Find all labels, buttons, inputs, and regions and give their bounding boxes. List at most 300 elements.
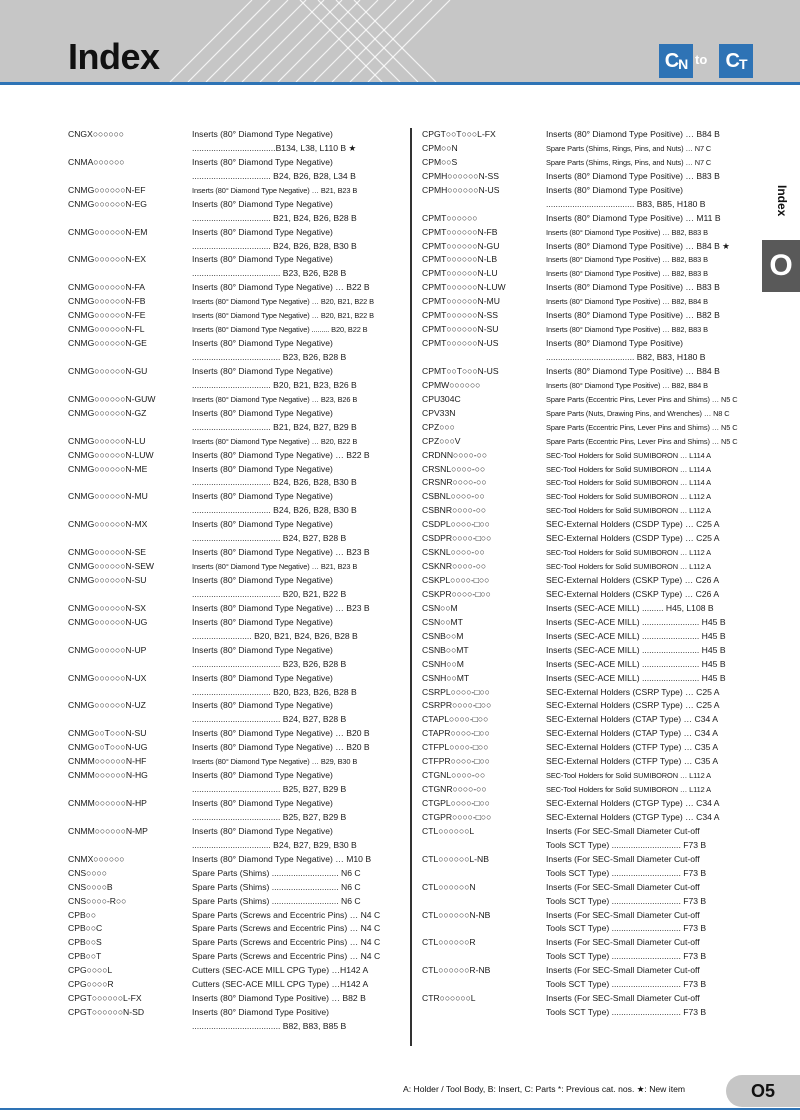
index-entry	[68, 393, 390, 407]
entry-description: Tools SCT Type) ............................. F73 B	[546, 1007, 707, 1018]
index-entry	[68, 769, 390, 783]
entry-description: Inserts (80° Diamond Type Negative)	[192, 156, 333, 167]
entry-description: ................................. B20, B21, B23, B26 B	[192, 379, 357, 390]
entry-code: CPMT○○○○○○	[422, 212, 478, 223]
entry-description: Inserts (80° Diamond Type Negative) … B20, B21, B22 B	[192, 311, 374, 321]
index-entry	[68, 1006, 390, 1020]
entry-code: CNMA○○○○○○	[68, 156, 125, 167]
entry-description: Inserts (SEC-ACE MILL) ........................ H45 B	[546, 644, 726, 655]
index-entry	[68, 267, 390, 281]
index-entry	[68, 170, 390, 184]
entry-code: CPB○○C	[68, 923, 103, 934]
entry-description: ..................................... B23, B26, B28 B	[192, 352, 347, 362]
index-entry	[68, 379, 390, 393]
column-divider	[410, 128, 412, 1046]
index-entry	[422, 950, 744, 964]
side-index-label[interactable]: Index	[775, 185, 789, 217]
entry-description: Inserts (80° Diamond Type Negative)	[192, 519, 333, 530]
entry-description: Inserts (80° Diamond Type Negative) … B21, B23 B	[192, 185, 358, 195]
entry-code: CSKNL○○○○-○○	[422, 547, 485, 558]
index-entry	[422, 198, 744, 212]
entry-description: Inserts (80° Diamond Type Negative)	[192, 672, 333, 683]
entry-code: CTFPL○○○○-□○○	[422, 742, 489, 753]
index-entry	[68, 672, 390, 686]
index-entry	[68, 699, 390, 713]
entry-description: Inserts (80° Diamond Type Negative)	[192, 616, 333, 627]
entry-description: Inserts (80° Diamond Type Positive)	[192, 1007, 330, 1018]
entry-code: CPGT○○○○○○L-FX	[68, 993, 142, 1004]
entry-description: Inserts (80° Diamond Type Positive) … B82, B83 B	[546, 227, 708, 237]
index-entry	[68, 490, 390, 504]
index-entry	[68, 616, 390, 630]
page-header	[0, 0, 800, 82]
entry-code: CPMT○○○○○○N-SU	[422, 324, 499, 335]
entry-description: Inserts (For SEC-Small Diameter Cut-off	[546, 909, 700, 920]
entry-code: CNMG○○○○○○N-UX	[68, 672, 147, 683]
entry-description: Spare Parts (Screws and Eccentric Pins) … N4 C	[192, 923, 381, 934]
entry-code: CNMG○○○○○○N-UG	[68, 616, 148, 627]
entry-code: CTR○○○○○○L	[422, 993, 476, 1004]
index-entry	[68, 546, 390, 560]
index-column-left	[68, 128, 390, 1034]
entry-description: ................................. B24, B26, B28, L34 B	[192, 170, 356, 181]
index-entry	[422, 323, 744, 337]
entry-description: SEC-Tool Holders for Solid SUMIBORON … L112 A	[546, 506, 711, 516]
entry-description: ..................................... B83, B85, H180 B	[546, 198, 706, 209]
index-entry	[422, 170, 744, 184]
index-entry	[422, 964, 744, 978]
index-entry	[422, 588, 744, 602]
index-entry	[68, 198, 390, 212]
index-entry	[68, 323, 390, 337]
entry-description: Inserts (80° Diamond Type Negative)	[192, 825, 333, 836]
entry-code: CNMG○○○○○○N-ME	[68, 463, 148, 474]
entry-description: Tools SCT Type) ............................. F73 B	[546, 839, 707, 850]
entry-description: Inserts (80° Diamond Type Positive) … B84 B ★	[546, 240, 730, 251]
index-entry	[68, 853, 390, 867]
index-entry	[422, 602, 744, 616]
entry-code: CNMM○○○○○○N-MP	[68, 825, 148, 836]
index-entry	[422, 658, 744, 672]
index-entry	[68, 741, 390, 755]
entry-code: CPMT○○○○○○N-LUW	[422, 282, 506, 293]
entry-description: Inserts (80° Diamond Type Negative)	[192, 129, 333, 139]
entry-description: Spare Parts (Shims) ............................ N6 C	[192, 881, 361, 892]
entry-code: CPG○○○○R	[68, 979, 114, 990]
index-entry	[68, 212, 390, 226]
entry-description: Inserts (80° Diamond Type Negative)	[192, 491, 333, 502]
entry-code: CNMG○○○○○○N-FA	[68, 282, 145, 293]
index-entry	[422, 895, 744, 909]
index-entry	[68, 449, 390, 463]
entry-description: Inserts (80° Diamond Type Positive)	[546, 338, 684, 349]
entry-code: CTL○○○○○○N-NB	[422, 909, 491, 920]
index-entry	[68, 727, 390, 741]
entry-code: CNMG○○○○○○N-UP	[68, 644, 147, 655]
index-entry	[422, 476, 744, 490]
entry-description: Inserts (80° Diamond Type Negative)	[192, 644, 333, 655]
entry-code: CPGT○○T○○○L-FX	[422, 129, 496, 139]
index-entry	[422, 435, 744, 449]
entry-description: SEC-External Holders (CTAP Type) … C34 A	[546, 728, 718, 739]
entry-description: Inserts (For SEC-Small Diameter Cut-off	[546, 853, 700, 864]
entry-code: CPMT○○○○○○N-FB	[422, 226, 498, 237]
entry-code: CPM○○N	[422, 142, 458, 153]
entry-description: Inserts (80° Diamond Type Negative) … B22 B	[192, 282, 370, 293]
entry-description: Inserts (80° Diamond Type Positive)	[546, 184, 684, 195]
entry-description: SEC-Tool Holders for Solid SUMIBORON … L112 A	[546, 785, 711, 795]
index-entry	[68, 281, 390, 295]
entry-code: CNMG○○○○○○N-EF	[68, 184, 146, 195]
entry-code: CPMT○○○○○○N-GU	[422, 240, 500, 251]
entry-description: Inserts (80° Diamond Type Negative) … B23 B	[192, 547, 370, 558]
index-entry	[422, 449, 744, 463]
index-entry	[422, 686, 744, 700]
entry-description: Inserts (80° Diamond Type Positive) … B83 B	[546, 282, 720, 293]
entry-description: Inserts (80° Diamond Type Positive) … B82, B83 B	[546, 325, 708, 335]
index-entry	[68, 309, 390, 323]
header-rule	[0, 82, 800, 85]
entry-code: CNMG○○○○○○N-SEW	[68, 561, 155, 572]
badge-from-letter: C	[664, 49, 679, 72]
entry-code: CSDPR○○○○-□○○	[422, 533, 492, 544]
entry-description: Inserts (80° Diamond Type Negative) ......... B20, B22 B	[192, 325, 368, 335]
entry-description: ...................................B134, L38, L110 B ★	[192, 142, 357, 153]
index-entry	[68, 713, 390, 727]
entry-code: CNMX○○○○○○	[68, 853, 125, 864]
entry-description: SEC-Tool Holders for Solid SUMIBORON … L112 A	[546, 562, 711, 572]
entry-description: SEC-External Holders (CSRP Type) … C25 A	[546, 686, 720, 697]
index-entry	[422, 574, 744, 588]
entry-description: Inserts (SEC-ACE MILL) ........................ H45 B	[546, 616, 726, 627]
index-entry	[68, 1020, 390, 1034]
entry-code: CPMW○○○○○○	[422, 379, 481, 390]
entry-code: CPB○○	[68, 909, 97, 920]
index-entry	[422, 560, 744, 574]
entry-description: ................................. B24, B27, B29, B30 B	[192, 839, 357, 850]
entry-code: CPGT○○○○○○N-SD	[68, 1007, 145, 1018]
index-entry	[68, 435, 390, 449]
entry-description: Inserts (80° Diamond Type Positive) … B82 B	[546, 310, 720, 321]
entry-description: Inserts (80° Diamond Type Positive) … B83 B	[546, 170, 720, 181]
entry-code: CPMH○○○○○○N-SS	[422, 170, 499, 181]
index-entry	[422, 281, 744, 295]
entry-description: SEC-External Holders (CSRP Type) … C25 A	[546, 700, 720, 711]
badge-to-sub: T	[738, 56, 747, 72]
index-entry	[68, 950, 390, 964]
badge-to-letter: C	[725, 49, 739, 72]
index-entry	[68, 142, 390, 156]
index-entry	[422, 379, 744, 393]
entry-code: CSNB○○M	[422, 630, 464, 641]
entry-code: CNMG○○○○○○N-GUW	[68, 393, 156, 404]
entry-description: Spare Parts (Nuts, Drawing Pins, and Wrenches) … N8 C	[546, 408, 730, 418]
entry-code: CNMG○○○○○○N-SX	[68, 602, 146, 613]
entry-description: Cutters (SEC-ACE MILL CPG Type) …H142 A	[192, 979, 369, 990]
entry-description: Inserts (80° Diamond Type Positive) … B82, B83 B	[546, 269, 708, 279]
entry-description: Inserts (SEC-ACE MILL) ......... H45, L108 B	[546, 602, 714, 613]
entry-code: CNMG○○○○○○N-UZ	[68, 700, 146, 711]
index-entry	[422, 337, 744, 351]
index-entry	[68, 881, 390, 895]
entry-description: SEC-External Holders (CSDP Type) … C25 A	[546, 519, 720, 530]
index-entry	[422, 240, 744, 254]
index-column-right	[422, 128, 744, 1020]
entry-code: CSNH○○M	[422, 658, 464, 669]
index-entry	[422, 128, 744, 142]
entry-description: SEC-External Holders (CSDP Type) … C25 A	[546, 533, 720, 544]
index-entry	[68, 964, 390, 978]
index-entry	[422, 727, 744, 741]
entry-code: CPZ○○○V	[422, 435, 461, 446]
entry-description: Spare Parts (Eccentric Pins, Lever Pins and Shims) … N5 C	[546, 394, 738, 404]
entry-code: CPM○○S	[422, 156, 458, 167]
entry-description: SEC-External Holders (CTGP Type) … C34 A	[546, 798, 720, 808]
entry-code: CNMG○○○○○○N-FL	[68, 324, 145, 335]
index-entry	[68, 797, 390, 811]
entry-description: Spare Parts (Shims, Rings, Pins, and Nuts) … N7 C	[546, 157, 712, 167]
entry-description: ..................................... B24, B27, B28 B	[192, 714, 347, 725]
entry-code: CPU304C	[422, 393, 461, 404]
index-entry	[422, 741, 744, 755]
index-entry	[422, 769, 744, 783]
entry-description: Inserts (80° Diamond Type Negative)	[192, 700, 333, 711]
entry-description: Inserts (80° Diamond Type Positive) … B82, B84 B	[546, 297, 708, 307]
index-entry	[422, 393, 744, 407]
index-entry	[422, 518, 744, 532]
entry-description: SEC-Tool Holders for Solid SUMIBORON … L114 A	[546, 478, 711, 488]
badge-to-box	[719, 44, 753, 78]
entry-code: CTGNR○○○○-○○	[422, 784, 487, 795]
entry-code: CPMT○○T○○○N-US	[422, 365, 499, 376]
entry-code: CTGNL○○○○-○○	[422, 770, 486, 781]
entry-description: Inserts (80° Diamond Type Negative) … B21, B23 B	[192, 562, 358, 572]
index-entry	[68, 644, 390, 658]
entry-description: Inserts (80° Diamond Type Positive) … M11 B	[546, 212, 721, 223]
index-entry	[422, 853, 744, 867]
entry-code: CPMT○○○○○○N-US	[422, 338, 499, 349]
entry-description: SEC-Tool Holders for Solid SUMIBORON … L112 A	[546, 548, 711, 558]
index-entry	[422, 226, 744, 240]
entry-description: ................................. B24, B26, B28, B30 B	[192, 505, 357, 516]
entry-code: CSRPL○○○○-□○○	[422, 686, 490, 697]
index-entry	[422, 365, 744, 379]
index-entry	[422, 922, 744, 936]
entry-code: CPZ○○○	[422, 421, 455, 432]
entry-code: CSRPR○○○○-□○○	[422, 700, 492, 711]
entry-description: Inserts (80° Diamond Type Negative) … B20 B	[192, 728, 370, 739]
index-entry	[68, 895, 390, 909]
entry-description: Inserts (80° Diamond Type Negative)	[192, 226, 333, 237]
index-entry	[422, 463, 744, 477]
index-entry	[422, 184, 744, 198]
entry-description: SEC-Tool Holders for Solid SUMIBORON … L114 A	[546, 450, 711, 460]
entry-description: Inserts (80° Diamond Type Positive) … B84 B	[546, 129, 720, 139]
index-entry	[68, 630, 390, 644]
index-entry	[68, 518, 390, 532]
index-entry	[422, 295, 744, 309]
entry-code: CTL○○○○○○R-NB	[422, 965, 491, 976]
entry-description: ................................. B21, B24, B26, B28 B	[192, 212, 357, 223]
entry-description: ................................. B24, B26, B28, B30 B	[192, 240, 357, 251]
entry-description: Inserts (For SEC-Small Diameter Cut-off	[546, 937, 700, 948]
badge-to-label: to	[695, 52, 708, 67]
index-entry	[422, 825, 744, 839]
index-entry	[68, 184, 390, 198]
entry-code: CNMG○○○○○○N-MU	[68, 491, 148, 502]
entry-code: CNMG○○T○○○N-UG	[68, 742, 148, 753]
entry-code: CRSNL○○○○-○○	[422, 463, 486, 474]
entry-code: CTGPL○○○○-□○○	[422, 798, 490, 808]
entry-description: SEC-External Holders (CSKP Type) … C26 A	[546, 588, 720, 599]
entry-description: Tools SCT Type) ............................. F73 B	[546, 867, 707, 878]
entry-description: ..................................... B20, B21, B22 B	[192, 588, 347, 599]
index-entry	[68, 992, 390, 1006]
entry-code: CSKNR○○○○-○○	[422, 561, 487, 572]
page-number: O5	[726, 1075, 800, 1107]
entry-code: CNMG○○○○○○N-FE	[68, 310, 146, 321]
index-entry	[422, 755, 744, 769]
entry-description: SEC-Tool Holders for Solid SUMIBORON … L112 A	[546, 492, 711, 502]
entry-code: CSKPR○○○○-□○○	[422, 588, 491, 599]
entry-code: CNMM○○○○○○N-HP	[68, 798, 147, 808]
index-entry	[68, 128, 390, 142]
index-entry	[422, 212, 744, 226]
entry-description: ................................. B24, B26, B28, B30 B	[192, 477, 357, 488]
index-entry	[68, 156, 390, 170]
index-entry	[68, 574, 390, 588]
index-entry	[68, 783, 390, 797]
entry-code: CPMT○○○○○○N-MU	[422, 296, 500, 307]
entry-code: CSNB○○MT	[422, 644, 469, 655]
entry-description: SEC-Tool Holders for Solid SUMIBORON … L112 A	[546, 771, 711, 781]
entry-code: CNS○○○○B	[68, 881, 113, 892]
index-entry	[68, 825, 390, 839]
index-entry	[68, 253, 390, 267]
entry-description: Tools SCT Type) ............................. F73 B	[546, 951, 707, 962]
entry-code: CNMG○○○○○○N-LUW	[68, 449, 154, 460]
entry-code: CNMG○○○○○○N-GU	[68, 365, 148, 376]
entry-description: Inserts (80° Diamond Type Negative)	[192, 338, 333, 349]
entry-code: CPG○○○○L	[68, 965, 113, 976]
entry-description: Inserts (For SEC-Small Diameter Cut-off	[546, 965, 700, 976]
entry-code: CSDPL○○○○-□○○	[422, 519, 490, 530]
side-section-tab[interactable]: O	[762, 240, 800, 292]
entry-code: CTFPR○○○○-□○○	[422, 756, 490, 767]
entry-code: CNMG○○○○○○N-GZ	[68, 407, 147, 418]
index-entry	[422, 699, 744, 713]
entry-description: SEC-External Holders (CSKP Type) … C26 A	[546, 575, 720, 585]
entry-description: SEC-Tool Holders for Solid SUMIBORON … L114 A	[546, 464, 711, 474]
index-entry	[422, 142, 744, 156]
index-entry	[422, 992, 744, 1006]
entry-code: CSBNL○○○○-○○	[422, 491, 485, 502]
index-entry	[422, 253, 744, 267]
index-entry	[422, 881, 744, 895]
index-entry	[422, 909, 744, 923]
entry-description: ................................. B21, B24, B27, B29 B	[192, 421, 357, 432]
index-entry	[68, 295, 390, 309]
entry-code: CTGPR○○○○-□○○	[422, 811, 492, 822]
entry-code: CPMT○○○○○○N-SS	[422, 310, 499, 321]
entry-description: ..................................... B82, B83, B85 B	[192, 1021, 347, 1031]
index-entry	[422, 309, 744, 323]
entry-description: Inserts (80° Diamond Type Positive) … B84 B	[546, 365, 720, 376]
index-entry	[68, 365, 390, 379]
index-entry	[68, 811, 390, 825]
index-entry	[68, 978, 390, 992]
index-entry	[422, 421, 744, 435]
entry-code: CPB○○S	[68, 937, 102, 948]
entry-code: CNMG○○○○○○N-LU	[68, 435, 146, 446]
entry-description: Inserts (80° Diamond Type Negative)	[192, 254, 333, 265]
entry-code: CNS○○○○	[68, 867, 107, 878]
entry-description: Inserts (SEC-ACE MILL) ........................ H45 B	[546, 630, 726, 641]
index-entry	[422, 267, 744, 281]
badge-from-sub: N	[678, 56, 688, 72]
index-entry	[68, 532, 390, 546]
index-entry	[422, 839, 744, 853]
entry-code: CNGX○○○○○○	[68, 129, 124, 139]
entry-description: Inserts (80° Diamond Type Negative)	[192, 463, 333, 474]
entry-description: ..................................... B25, B27, B29 B	[192, 811, 347, 822]
index-entry	[68, 337, 390, 351]
entry-description: Inserts (80° Diamond Type Negative)	[192, 407, 333, 418]
index-entry	[68, 240, 390, 254]
entry-code: CSN○○MT	[422, 616, 463, 627]
entry-code: CNMG○○○○○○N-SE	[68, 547, 146, 558]
entry-description: Inserts (80° Diamond Type Negative)	[192, 575, 333, 585]
entry-code: CPB○○T	[68, 951, 102, 962]
entry-description: Spare Parts (Shims) ............................ N6 C	[192, 867, 361, 878]
index-entry	[422, 490, 744, 504]
index-entry	[422, 504, 744, 518]
entry-description: ..................................... B23, B26, B28 B	[192, 658, 347, 669]
index-entry	[422, 867, 744, 881]
entry-description: Cutters (SEC-ACE MILL CPG Type) …H142 A	[192, 965, 369, 976]
entry-description: SEC-External Holders (CTFP Type) … C35 A	[546, 756, 719, 767]
entry-description: Inserts (80° Diamond Type Negative)	[192, 770, 333, 781]
index-entry	[422, 1006, 744, 1020]
entry-description: Inserts (80° Diamond Type Negative) … B23 B	[192, 602, 370, 613]
index-entry	[422, 797, 744, 811]
entry-code: CTL○○○○○○N	[422, 881, 476, 892]
index-entry	[68, 686, 390, 700]
entry-description: ..................................... B23, B26, B28 B	[192, 268, 347, 279]
entry-description: Spare Parts (Eccentric Pins, Lever Pins and Shims) … N5 C	[546, 422, 738, 432]
entry-description: Inserts (80° Diamond Type Negative) … B22 B	[192, 449, 370, 460]
index-entry	[68, 463, 390, 477]
index-entry	[68, 351, 390, 365]
entry-code: CNMG○○○○○○N-GE	[68, 338, 147, 349]
entry-code: CPMT○○○○○○N-LB	[422, 254, 498, 265]
index-entry	[422, 644, 744, 658]
legend-note: A: Holder / Tool Body, B: Insert, C: Parts *: Previous cat. nos. ★: New item	[403, 1084, 686, 1094]
entry-code: CTL○○○○○○L	[422, 825, 475, 836]
index-entry	[68, 658, 390, 672]
entry-code: CNMG○○○○○○N-MX	[68, 519, 148, 530]
entry-code: CNMM○○○○○○N-HG	[68, 770, 148, 781]
entry-code: CPMH○○○○○○N-US	[422, 184, 500, 195]
index-entry	[68, 407, 390, 421]
entry-description: Inserts (80° Diamond Type Negative)	[192, 365, 333, 376]
entry-code: CSKPL○○○○-□○○	[422, 575, 490, 585]
entry-code: CNMM○○○○○○N-HF	[68, 756, 147, 767]
entry-description: Inserts (SEC-ACE MILL) ........................ H45 B	[546, 672, 726, 683]
entry-description: Inserts (80° Diamond Type Positive) … B82, B84 B	[546, 380, 708, 390]
entry-code: CPMT○○○○○○N-LU	[422, 268, 498, 279]
index-entry	[422, 783, 744, 797]
